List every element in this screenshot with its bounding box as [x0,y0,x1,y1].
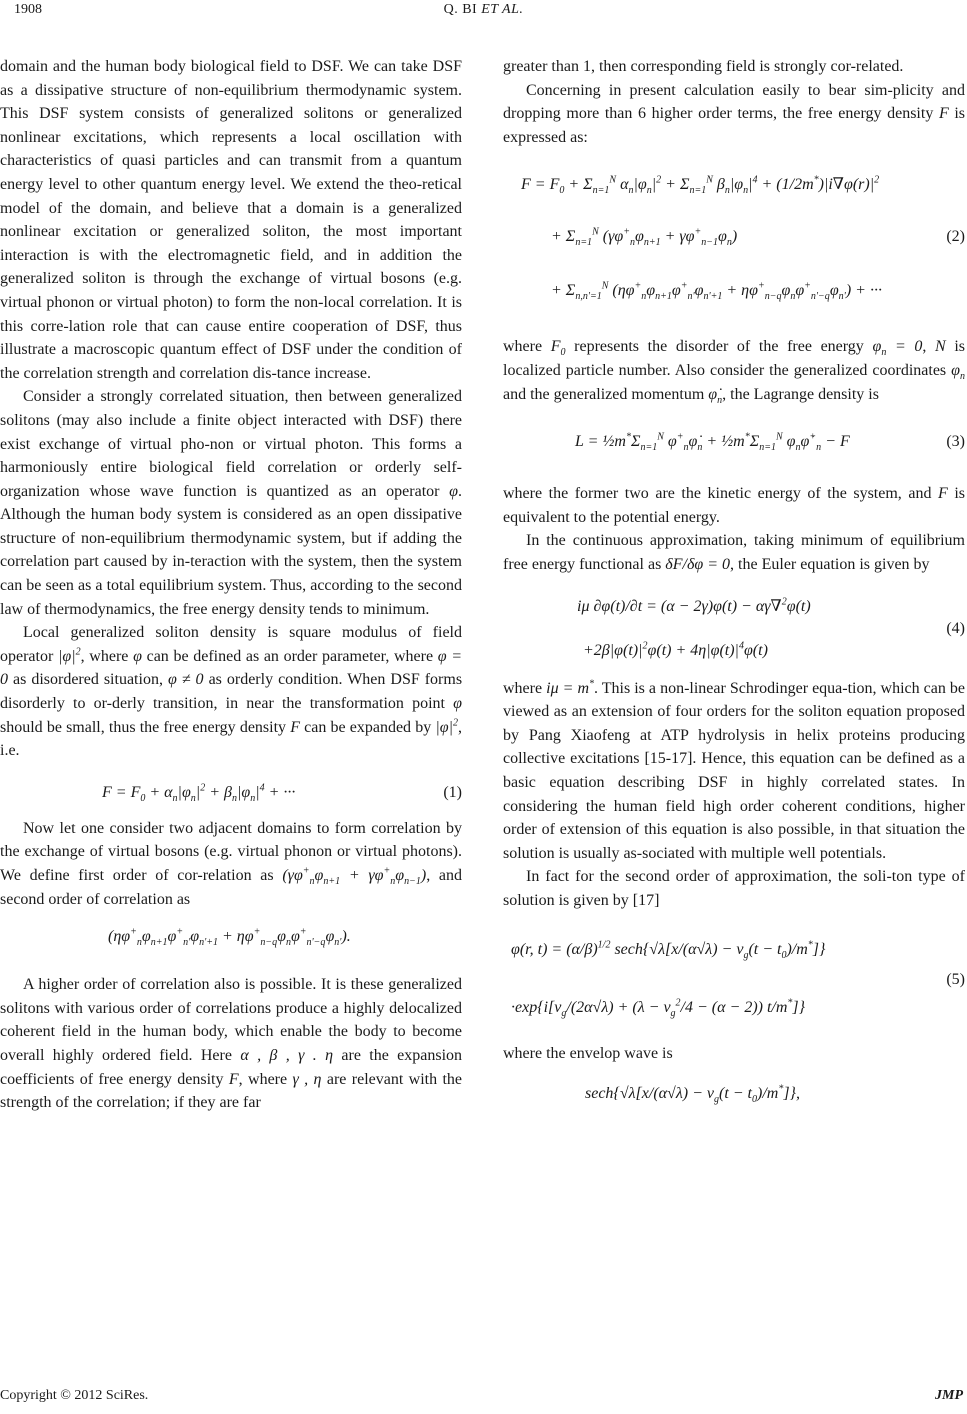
text: can be expanded by [304,718,432,736]
math-gamma-eta: γ , η [292,1070,322,1088]
right-column [503,55,965,1116]
equation-3-number: (3) [946,433,965,451]
right-paragraph-3 [503,335,965,406]
math-phi-zero: φ = 0 [0,647,463,689]
text: , where [238,1070,288,1088]
equation-2-line-2: + $\Sigma_{n=1}^N$ $(\gamma\varphi^+_n\varphi_{n+1} + \gamma\varphi^+_{n-1}\varphi_n)$ [551,227,738,249]
text: , the Lagrange density is [722,385,879,403]
equation-envelope [503,1066,965,1116]
math-F: F [228,1070,239,1088]
math-phi-sq: $|\varphi|^2$ [435,717,459,736]
right-paragraph-6 [503,677,965,866]
math-coefficients: α , β , γ . η [240,1046,334,1064]
math-F: F [938,105,949,123]
equation-second-order-body: $(\eta\varphi^+_n\varphi_{n+1}\varphi^+_{n'}\varphi_{n'+1} + \eta\varphi^+_{n-q}\varphi_n\varphi^+_{n'-q}\varphi_{n'})$. [108,926,351,949]
text: Local generalized soliton density is square modulus of field operator [0,624,462,665]
text: is localized particle number. Also consider the generalized coordinates [503,338,966,379]
equation-2-line-1: $F = F_0 + \Sigma_{n=1}^N$ $\alpha_n|\varphi_n|^2 + \Sigma_{n=1}^N$ $\beta_n|\varphi_n|^4 + (1/2m^*)|i\nabla\varphi(r)|^2$ [521,175,880,197]
text: . This is a non-linear Schrodinger equa-tion, which can be viewed as an extension of four orders for the soliton equation proposed by Pang Xiaofeng at ATP hydrolysis in helix proteins producing collective excitations [15-17]. Hence, this equation can be defined as a basic equation describing DSF in highly correlated states. In considering the human field high order coherent conditions, higher order of extension of this equation is also possible, in that situation the solution is usually as-sociated with multiple well potentials. [503,679,965,862]
equation-envelope-body: $\sec h\{√\lambda[x/(\alpha√\lambda) - v_g(t - t_0)/m^*]\}$, [585,1083,800,1106]
text: where [503,679,543,697]
math-phin-dot: $\varphi̇_n$ [708,385,723,406]
equation-2-line-3: + $\Sigma_{n,n'=1}^N$ $(\eta\varphi^+_n\varphi_{n+1}\varphi^+_{n'}\varphi_{n'+1} + \eta\varphi^+_{n-q}\varphi_n\varphi^+_{n'-q}\varphi_{n'})$ + ··· [551,281,882,303]
footer-journal: JMP [935,1388,963,1403]
left-paragraph-2 [0,385,462,621]
equation-5 [503,912,965,1042]
math-phin-zero: $\varphi_n = 0$ [872,338,923,359]
right-paragraph-7: In fact for the second order of approximation, the soli-ton type of solution is given by [17] [503,868,965,909]
text: can be defined as an order parameter, where [146,647,434,665]
equation-4-number: (4) [946,619,965,637]
math-phi: φ [133,647,142,665]
equation-5-line-1: φ(r, $t) = (\alpha/\beta)^{1/2}$ $\sec h\{√\lambda[x/(\alpha√\lambda) - v_g(t - t_0)/m^*]\}$ [511,940,826,962]
math-variation: δF/δφ = 0 [665,555,731,573]
right-paragraph-1: greater than 1, then corresponding field is strongly cor-related. [503,58,904,75]
math-phin: $\varphi_n$ [951,361,965,383]
math-F0: $F_0$ [550,338,566,359]
left-paragraph-3 [0,621,462,763]
equation-3 [503,406,965,476]
text: Concerning in present calculation easily to bear sim-plicity and dropping more than 6 higher order terms, the free energy density [503,81,965,123]
text: In the continuous approximation, taking minimum of equilibrium free energy functional as [503,532,965,573]
right-paragraph-4 [503,482,965,529]
text: , where [80,647,129,665]
text: , and second order of correlation as [0,867,463,908]
equation-1-number: (1) [443,783,462,801]
left-paragraph-5 [0,973,462,1115]
text: are the expansion coefficients of free energy density [0,1046,463,1088]
text: is expressed as: [503,105,965,146]
math-F: F [290,718,300,736]
math-phi-nonzero: φ ≠ 0 [167,671,204,689]
math-phi: φ [453,695,463,713]
text: are relevant with the strength of the correlation; if they are far [0,1070,463,1112]
text: , [922,338,927,356]
equation-second-order [0,911,462,965]
equation-4-line-2: $+2\beta|\varphi(t)|^2\varphi(t) + 4\eta|\varphi(t)|^4\varphi(t)$ [583,640,768,659]
text: as disordered situation, [13,671,163,689]
right-paragraph-8: where the envelop wave is [503,1045,673,1063]
equation-5-line-2: $\cdot\exp\{i[v_g/(2\alpha√\lambda) + (\lambda - v_g^2/4 - (\alpha - 2))$ t/m*]} [511,998,806,1020]
running-title [0,2,967,18]
text: where [503,338,543,356]
left-paragraph-1: domain and the human body biological field to DSF. We can take DSF as a dissipative structure of non-equilibrium thermodynamic system. This DSF system consists of generalized solitons or generalized nonlinear excitations, which represents a local oscillation with characteristics of quasi particles and can transmit from a quantum energy level to other quantum energy level. We extend the theo-retical model of the domain, and believe that a domain is a generalized nonlinear excitation or generalized soliton, the most important interaction is with the electromagnetic field, and in addition the generalized soliton is through the exchange of virtual bosons (e.g. virtual phonon or virtual photon) to form the non-local correlation. It is this corre-lation role that can cause entire cooperation of DSF, thus illustrate a macroscopic quantum effect of DSF under the condition of the correlation strength and correlation dis-tance increase. [0,58,462,382]
math-phi: φ [449,482,458,500]
page-number: 1908 [14,2,42,17]
math-N: N [935,338,946,356]
text: is equivalent to the potential energy. [503,485,965,526]
left-paragraph-4 [0,817,462,911]
left-column [0,55,462,1115]
equation-2 [503,149,965,321]
math-first-order: $(\gamma\varphi^+_n\varphi_{n+1} + \gamma\varphi^+_n\varphi_{n-1})$ [282,865,427,888]
equation-2-number: (2) [946,228,965,246]
equation-1 [0,769,462,817]
text: where the former two are the kinetic energy of the system, and [503,485,932,503]
running-title-authors: Q. BI [443,2,482,17]
equation-3-body: $L = \frac{1}{2}m^*\Sigma_{n=1}^N$ $\varphi^+_n\varphi̇_n$ + $\frac{1}{2}m^*\Sigma_{n=1}^N$ $\varphi_n\varphi̇^+_n - F$ [575,431,850,454]
text: Now let one consider two adjacent domains to form correlation by the exchange of virtual bosons (e.g. virtual phonon or virtual photons). We define first order of cor-relation as [0,819,462,884]
equation-4 [503,577,965,677]
equation-4-line-1: iμ ∂φ(t)/∂t = (α − 2γ)φ(t) − αγ∇$^2$φ(t) [577,596,811,615]
right-paragraph-5 [503,529,965,576]
math-F: F [938,485,948,503]
equation-5-number: (5) [946,971,965,989]
text: , the Euler equation is given by [730,555,930,573]
right-paragraph-2 [503,79,965,150]
text: and the generalized momentum [503,385,705,403]
text: . Although the human body system is considered as an open dissipative structure of non-equilibrium thermodynamic system, but if adding the correlation part caused by in-teraction with the system, then the system can be seen as a total equilibrium system. Thus, according to the second law of thermodynamics, the free energy density tends to minimum. [0,482,462,618]
text: , i.e. [0,718,463,760]
text: represents the disorder of the free energy [574,338,864,356]
equation-1-body: $F = F_0 + \alpha_n|\varphi_n|^2 + \beta_n|\varphi_n|^4$ + ··· [102,782,296,804]
text: A higher order of correlation also is possible. It is these generalized solitons with various order of correlations produce a highly delocalized coherent field in the human body, which enable the body to become overall highly ordered field. Here [0,976,462,1064]
running-title-etal: ET AL. [481,2,524,17]
text: should be small, thus the free energy density [0,718,287,736]
math-imu: iμ = m* [546,678,595,697]
footer-copyright: Copyright © 2012 SciRes. [0,1388,149,1403]
text: as orderly condition. When DSF forms disorderly to or-derly transition, in near the transformation point [0,671,463,713]
math-phi-sq: $|\varphi|^2$ [57,646,81,665]
text: Consider a strongly correlated situation, then between generalized solitons (may also include a finite object interacted with DSF) there exist exchange of virtual pho-non or virtual photon. This forms a harmoniously entire biological field correlation or orderly self-organization whose wave function is quantized as an operator [0,388,462,500]
